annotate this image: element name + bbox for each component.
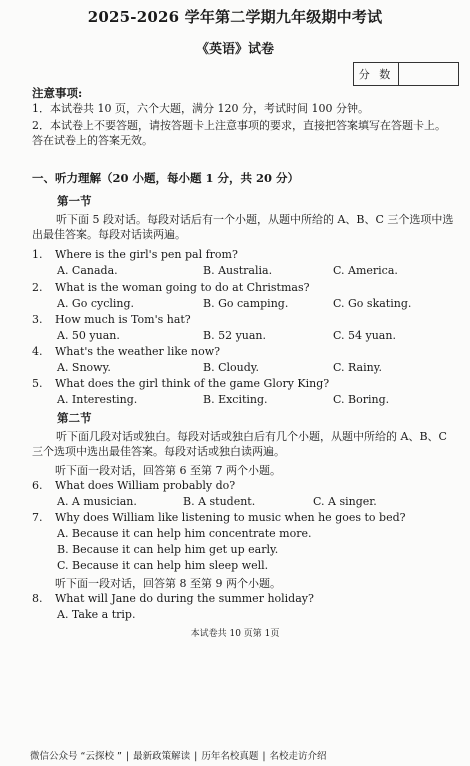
section-heading: 一、听力理解（20 小题，每小题 1 分，共 20 分） — [32, 171, 300, 185]
question-text: Where is the girl's pen pal from? — [55, 248, 238, 261]
q5-option-b: B. Exciting. — [203, 393, 268, 406]
lead-8-9: 听下面一段对话，回答第 8 至第 9 两个小题。 — [55, 577, 281, 590]
q1-option-a: A. Canada. — [57, 264, 118, 277]
question-text: How much is Tom's hat? — [55, 313, 191, 326]
question-text: Why does William like listening to music when he goes to bed? — [55, 511, 406, 524]
promo-exams: 历年名校真题 — [201, 751, 259, 762]
question-text: What will Jane do during the summer holiday? — [55, 592, 314, 605]
q4-option-a: A. Snowy. — [57, 361, 111, 374]
q1-option-b: B. Australia. — [203, 264, 273, 277]
q4-option-c: C. Rainy. — [333, 361, 382, 374]
notes-heading: 注意事项: — [32, 86, 83, 100]
question-number: 6. — [32, 479, 43, 492]
question-text: What's the weather like now? — [55, 345, 221, 358]
q5-option-a: A. Interesting. — [57, 393, 138, 406]
q7-option-c: C. Because it can help him sleep well. — [57, 559, 269, 572]
question-text: What is the woman going to do at Christmas? — [55, 281, 310, 294]
question-number: 4. — [32, 345, 43, 358]
question-1 — [32, 248, 238, 261]
question-2 — [32, 281, 310, 294]
question-3 — [32, 313, 191, 326]
q2-option-c: C. Go skating. — [333, 297, 412, 310]
q8-option-a: A. Take a trip. — [57, 608, 136, 621]
part2-instruction: 听下面几段对话或独白。每段对话或独白后有几个小题，从题中所给的 A、B、C 三个选项中选出最佳答案。每段对话或独白读两遍。 — [32, 430, 447, 458]
q7-option-b: B. Because it can help him get up early. — [57, 543, 279, 556]
q4-option-b: B. Cloudy. — [203, 361, 260, 374]
score-blank — [399, 63, 458, 85]
q3-option-a: A. 50 yuan. — [57, 329, 120, 342]
q3-option-c: C. 54 yuan. — [333, 329, 396, 342]
note-item-1: 1．本试卷共 10 页，六个大题，满分 120 分，考试时间 100 分钟。 — [32, 102, 369, 115]
lead-6-7: 听下面一段对话，回答第 6 至第 7 两个小题。 — [55, 464, 281, 477]
q6-option-b: B. A student. — [183, 495, 256, 508]
question-6 — [32, 479, 235, 492]
q2-option-b: B. Go camping. — [203, 297, 289, 310]
part1-instruction: 听下面 5 段对话。每段对话后有一个小题，从题中所给的 A、B、C 三个选项中选出最佳答案。每段对话读两遍。 — [32, 213, 454, 241]
question-7 — [32, 511, 406, 524]
part1-heading: 第一节 — [57, 194, 92, 208]
exam-title: 2025-2026 学年第二学期九年级期中考试 — [87, 8, 383, 26]
question-number: 2. — [32, 281, 43, 294]
question-text: What does William probably do? — [55, 479, 236, 492]
question-number: 7. — [32, 511, 43, 524]
question-text: What does the girl think of the game Glory King? — [55, 377, 330, 390]
score-box — [353, 62, 459, 86]
promo-visits: 名校走访介绍 — [269, 751, 327, 762]
q7-option-a: A. Because it can help him concentrate more. — [57, 527, 312, 540]
q3-option-b: B. 52 yuan. — [203, 329, 267, 342]
question-number: 3. — [32, 313, 43, 326]
question-number: 5. — [32, 377, 43, 390]
q1-option-c: C. America. — [333, 264, 398, 277]
promo-policy: 最新政策解读 — [133, 751, 191, 762]
question-number: 8. — [32, 592, 43, 605]
q6-option-c: C. A singer. — [313, 495, 377, 508]
q6-option-a: A. A musician. — [57, 495, 137, 508]
question-5 — [32, 377, 329, 390]
note-item-2: 2．本试卷上不要答题，请按答题卡上注意事项的要求，直接把答案填写在答题卡上。答在试卷上的答案无效。 — [32, 119, 446, 147]
score-label: 分 数 — [354, 63, 399, 85]
part2-heading: 第二节 — [57, 411, 92, 425]
q2-option-a: A. Go cycling. — [57, 297, 135, 310]
question-8 — [32, 592, 314, 605]
question-4 — [32, 345, 220, 358]
bottom-promo-bar: 微信公众号 “云探校 ” | 最新政策解读 | 历年名校真题 | 名校走访介绍 — [30, 751, 327, 762]
exam-subtitle: 《英语》试卷 — [195, 42, 274, 57]
q5-option-c: C. Boring. — [333, 393, 390, 406]
promo-wechat: 微信公众号 “云探校 ” — [30, 751, 122, 762]
page-footer: 本试卷共 10 页第 1页 — [190, 629, 280, 639]
question-number: 1. — [32, 248, 43, 261]
